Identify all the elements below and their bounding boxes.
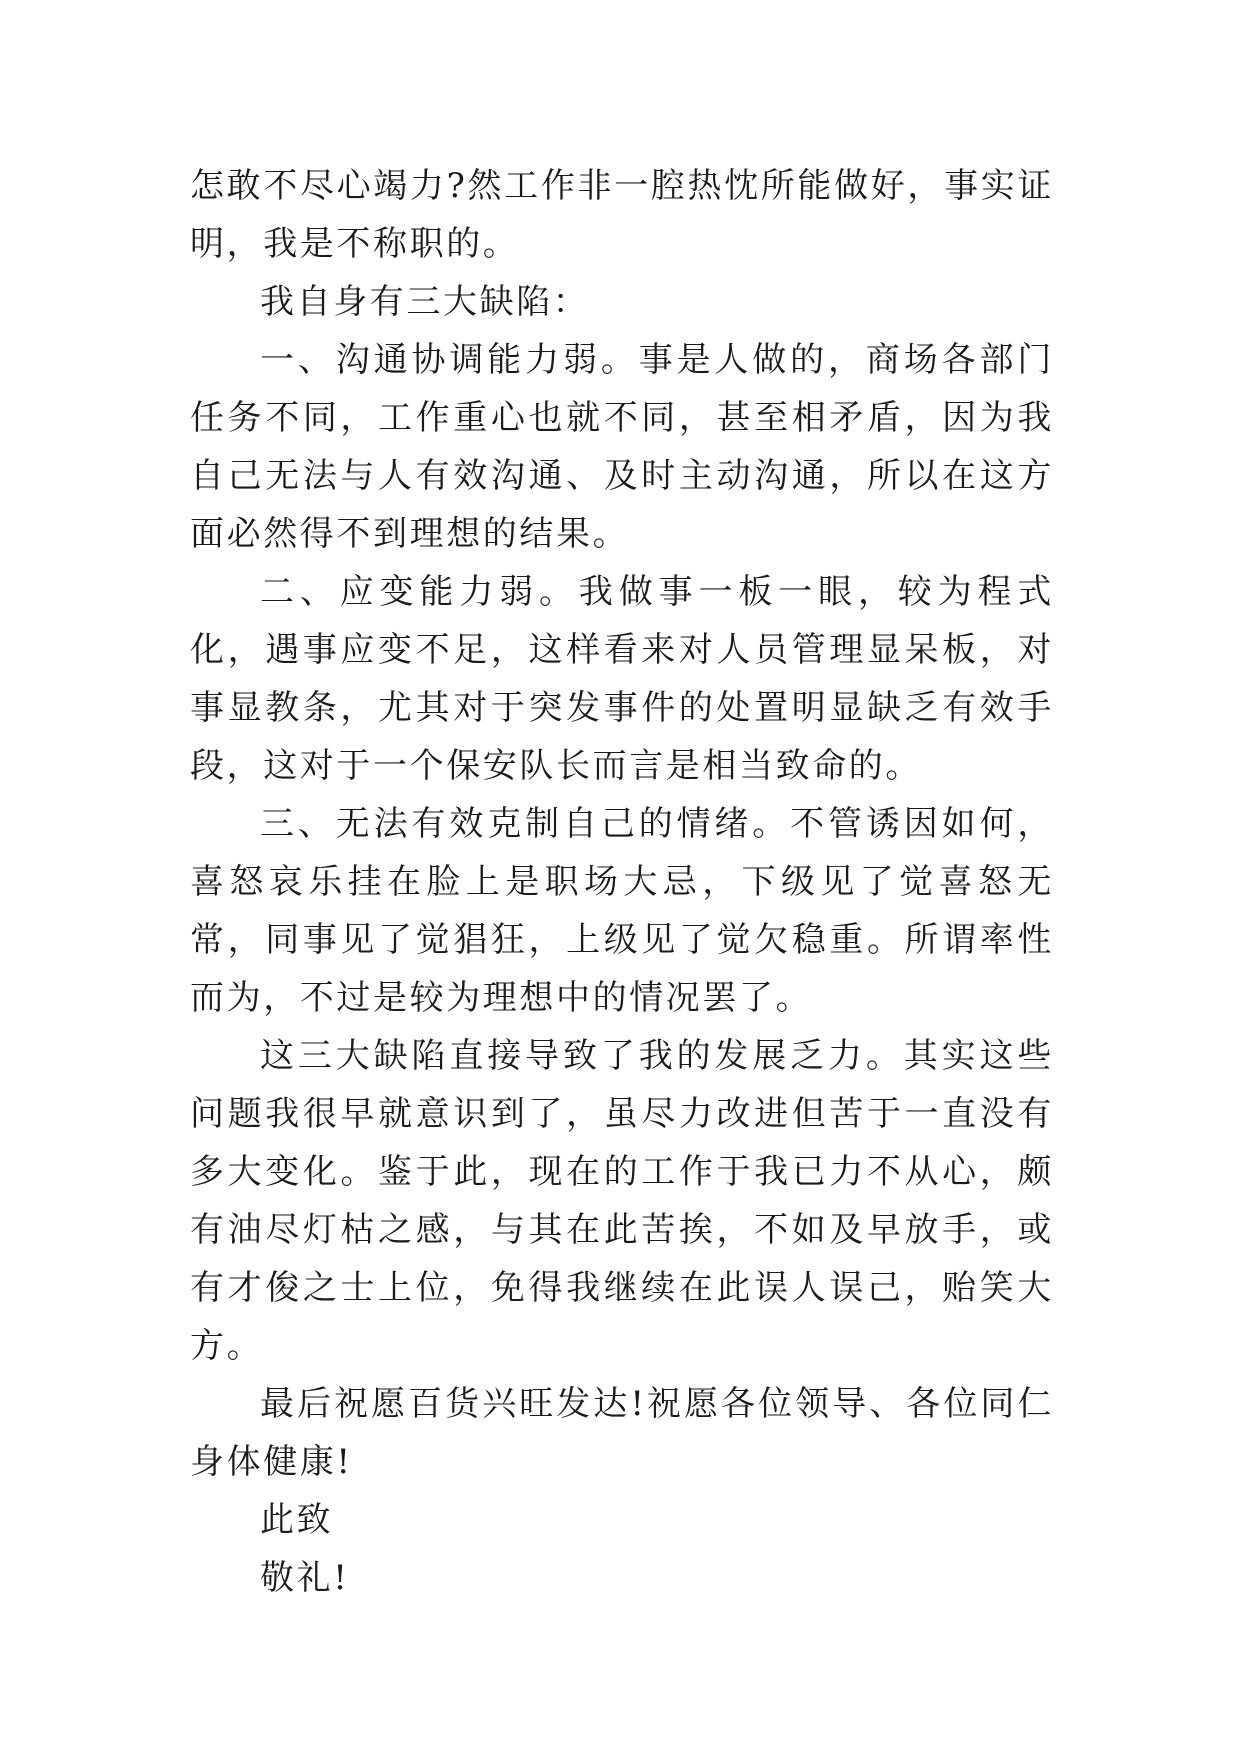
closing-salutation-2: 敬礼! [260,1558,350,1598]
letter-body [190,157,1054,1607]
paragraph-7: 最后祝愿百货兴旺发达!祝愿各位领导、各位同仁身体健康! [190,1384,1054,1482]
paragraph-1: 怎敢不尽心竭力?然工作非一腔热忱所能做好，事实证明，我是不称职的。 [190,166,1054,264]
paragraph-2: 我自身有三大缺陷： [260,282,590,322]
paragraph-4: 二、应变能力弱。我做事一板一眼，较为程式化，遇事应变不足，这样看来对人员管理显呆板，对事显教条，尤其对于突发事件的处置明显缺乏有效手段，这对于一个保安队长而言是相当致命的。 [190,572,1054,786]
paragraph-5: 三、无法有效克制自己的情绪。不管诱因如何，喜怒哀乐挂在脸上是职场大忌，下级见了觉喜怒无常，同事见了觉猖狂，上级见了觉欠稳重。所谓率性而为，不过是较为理想中的情况罢了。 [190,804,1054,1018]
paragraph-3: 一、沟通协调能力弱。事是人做的，商场各部门任务不同，工作重心也就不同，甚至相矛盾，因为我自己无法与人有效沟通、及时主动沟通，所以在这方面必然得不到理想的结果。 [190,340,1054,554]
paragraph-6: 这三大缺陷直接导致了我的发展乏力。其实这些问题我很早就意识到了，虽尽力改进但苦于一直没有多大变化。鉴于此，现在的工作于我已力不从心，颇有油尽灯枯之感，与其在此苦挨，不如及早放手，或有才俊之士上位，免得我继续在此误人误己，贻笑大方。 [190,1036,1054,1366]
closing-salutation-1: 此致 [260,1500,334,1540]
